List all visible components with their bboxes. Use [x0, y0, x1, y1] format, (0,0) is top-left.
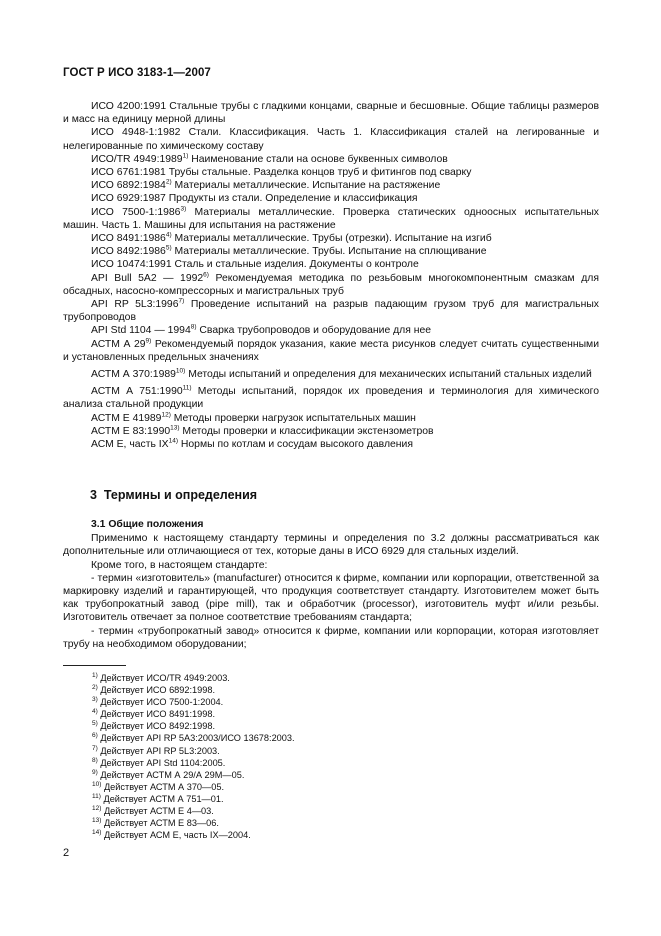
reference-item: АСТМ Е 41989$^{12)}$ Методы проверки нагрузок испытательных машин [91, 411, 416, 424]
footnote: $^{4)}$ Действует ИСО 8491:1998. [92, 708, 216, 720]
page-number: 2 [63, 847, 70, 859]
section-body [63, 518, 599, 651]
footnote-divider [63, 665, 126, 666]
reference-item: ИСО 8491:1986$^{4)}$ Материалы металлические. Трубы (отрезки). Испытание на изгиб [91, 231, 492, 245]
reference-item: ИСО 8492:1986$^{5)}$ Материалы металлические. Трубы. Испытание на сплющивание [91, 244, 487, 258]
section-title-text: Термины и определения [103, 488, 258, 502]
document-header: ГОСТ Р ИСО 3183-1—2007 [63, 67, 211, 79]
reference-item: API Std 1104 — 1994$^{8)}$ Сварка трубопроводов и оборудование для нее [91, 323, 432, 337]
paragraph: - термин «трубопрокатный завод» относится к фирме, компании или корпорации, которая изготовляет трубу на необходимом оборудовании; [63, 625, 599, 650]
reference-item: ИСО 6761:1981 Трубы стальные. Разделка концов труб и фитингов под сварку [91, 167, 472, 179]
reference-item: ИСО 6929:1987 Продукты из стали. Определение и классификация [91, 193, 418, 205]
reference-item: АСТМ А 370:1989$^{10)}$ Методы испытаний и определения для механических испытаний стальных изделий [91, 367, 592, 381]
footnote: $^{3)}$ Действует ИСО 7500-1:2004. [92, 696, 224, 708]
footnote: $^{13)}$ Действует АСТМ Е 83—06. [92, 817, 219, 829]
footnote: $^{10)}$ Действует АСТМ А 370—05. [92, 780, 225, 792]
section-number: 3 [90, 488, 97, 502]
reference-item: ИСО 7500-1:1986$^{3)}$ Материалы металлические. Проверка статических одноосных испытательных машин. Часть 1. Машины для испытания на растяжение [63, 205, 599, 231]
paragraph: Применимо к настоящему стандарту термины и определения по 3.2 должны рассматриваться как дополнительные или отличающиеся от тех, которые даны в ИСО 6929 для стальных изделий. [63, 533, 599, 558]
footnote: $^{8)}$ Действует API Std 1104:2005. [92, 756, 226, 768]
reference-item: АСТМ А 29$^{9)}$ Рекомендуемый порядок указания, какие места рисунков следует считать существенными и установленных предельных значениях [63, 337, 600, 363]
reference-item: АСТМ А 751:1990$^{11)}$ Методы испытаний, порядок их проведения и терминология для химического анализа стальной продукции [63, 384, 599, 411]
footnote: $^{1)}$ Действует ИСО/TR 4949:2003. [92, 671, 230, 683]
footnote: $^{11)}$ Действует АСТМ А 751—01. [92, 792, 224, 804]
references-list [63, 100, 599, 451]
reference-item: ИСО/TR 4949:1989$^{1)}$ Наименование стали на основе буквенных символов [91, 152, 448, 165]
reference-item: ИСО 6892:1984$^{2)}$ Материалы металлические. Испытание на растяжение [91, 178, 441, 192]
reference-item: АСМ Е, часть IX$^{14)}$ Нормы по котлам и сосудам высокого давления [91, 437, 413, 451]
section-title [90, 488, 257, 502]
paragraph: Кроме того, в настоящем стандарте: [91, 559, 268, 571]
reference-item: ИСО 4948-1:1982 Стали. Классификация. Часть 1. Классификация сталей на легированные и нелегированные по химическому составу [63, 127, 599, 152]
reference-item: АСТМ Е 83:1990$^{13)}$ Методы проверки и классификации экстензометров [91, 424, 434, 437]
footnote: $^{5)}$ Действует ИСО 8492:1998. [92, 720, 216, 732]
reference-item: API RP 5L3:1996$^{7)}$ Проведение испытаний на разрыв падающим грузом труб для магистральных трубопроводов [63, 297, 599, 324]
footnote: $^{9)}$ Действует АСТМ А 29/А 29М—05. [92, 768, 245, 780]
footnote: $^{2)}$ Действует ИСО 6892:1998. [92, 684, 216, 696]
paragraph: - термин «изготовитель» (manufacturer) относится к фирме, компании или корпорации, ответственной за маркировку изделий и гарантирующей, что продукция соответствует стандарту. Изготовителем может быть как трубопрокатный завод (pipe mill), так и обработчик (processor), изготовитель муфт и/или резьбы. Изготовитель отвечает за полное соответствие требованиям стандарта; [63, 572, 599, 624]
footnote: $^{12)}$ Действует АСТМ Е 4—03. [92, 804, 214, 817]
footnote: $^{14)}$ Действует АСМ Е, часть IX—2004. [92, 829, 251, 841]
subsection-title: 3.1 Общие положения [91, 519, 204, 530]
footnotes [92, 672, 295, 841]
reference-item: API Bull 5A2 — 1992$^{6)}$ Рекомендуемая методика по резьбовым многокомпонентным смазкам для обсадных, насосно-компрессорных и магистральных труб [63, 271, 599, 297]
reference-item: ИСО 10474:1991 Сталь и стальные изделия. Документы о контроле [91, 259, 419, 271]
footnote: $^{7)}$ Действует API RP 5L3:2003. [92, 744, 220, 756]
footnote: $^{6)}$ Действует API RP 5A3:2003/ИСО 13678:2003. [92, 732, 295, 744]
reference-item: ИСО 4200:1991 Стальные трубы с гладкими концами, сварные и бесшовные. Общие таблицы размеров и масс на единицу мерной длины [63, 101, 599, 126]
